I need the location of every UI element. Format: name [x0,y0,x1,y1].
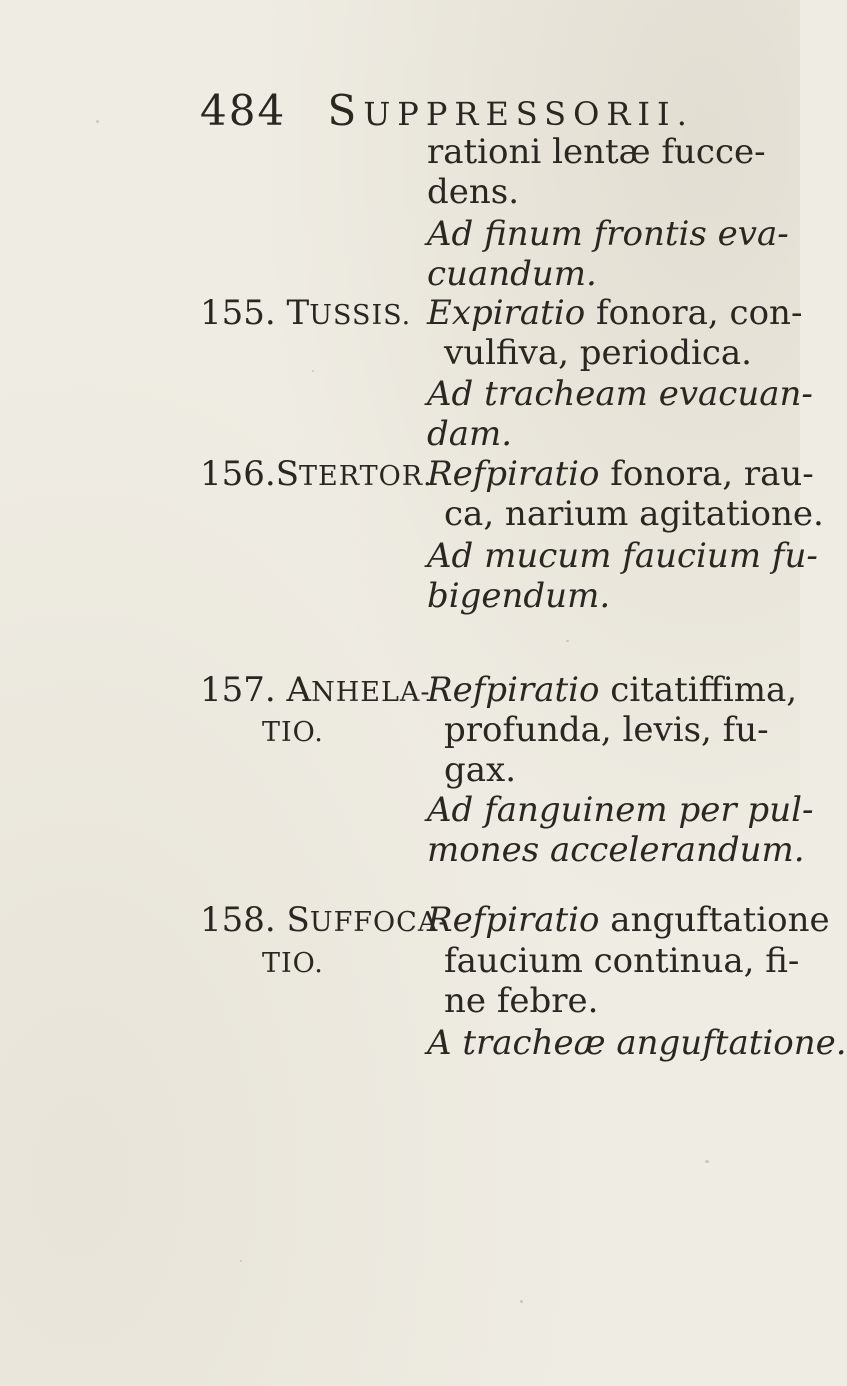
entry-156-desc-line: ca, narium agitatione. [444,494,824,534]
entry-158-name-line2: TIO. [262,948,324,979]
entry-155-cure-line: Ad tracheam evacuan- [427,374,813,414]
entry-158-desc-line: Refpiratio anguftatione [427,900,830,940]
running-title: SUPPRESSORII. [327,86,694,135]
entry-156-desc-line: Refpiratio fonora, rau- [427,454,814,494]
entry-name: ANHELA- [286,670,431,710]
entry-number: 157. [200,670,276,710]
entry-158-label [200,900,448,943]
entry-155-cure-line: dam. [427,414,513,454]
entry-158-desc-line: ne febre. [444,981,599,1021]
entry-157-desc-line: profunda, levis, fu- [444,710,769,750]
entry-156-cure-line: Ad mucum faucium fu- [427,536,818,576]
intro-cure-line: cuandum. [427,254,597,294]
entry-157-cure-line: mones accelerandum. [427,830,805,870]
entry-155-label [200,293,411,336]
page-header [200,86,694,135]
entry-name: STERTOR. [275,454,433,494]
entry-158-cure-line: A tracheæ anguftatione. [427,1023,847,1063]
page-number: 484 [200,86,287,135]
entry-157-desc-line: Refpiratio citatiffima, [427,670,798,710]
entry-name: SUFFOCA- [286,900,449,940]
entry-number: 156. [200,454,276,494]
entry-155-desc-line: Expiratio fonora, con- [427,293,803,333]
paper-speck [520,1300,523,1303]
paper-speck [96,120,99,123]
entry-156-label [200,454,433,497]
paper-speck [566,640,569,642]
entry-158-desc-line: faucium continua, fi- [444,941,800,981]
entry-number: 158. [200,900,276,940]
paper-speck [312,370,314,372]
intro-line: rationi lentæ fucce- [427,132,766,172]
entry-157-desc-line: gax. [444,750,517,790]
entry-157-label [200,670,431,713]
entry-number: 155. [200,293,276,333]
intro-cure-line: Ad finum frontis eva- [427,214,789,254]
entry-156-cure-line: bigendum. [427,576,611,616]
intro-line: dens. [427,172,520,212]
entry-157-name-line2: TIO. [262,717,324,748]
paper-speck [240,1260,242,1262]
entry-name: TUSSIS. [286,293,412,333]
paper-speck [705,1160,709,1163]
entry-157-cure-line: Ad fanguinem per pul- [427,790,814,830]
entry-155-desc-line: vulfiva, periodica. [444,333,752,373]
